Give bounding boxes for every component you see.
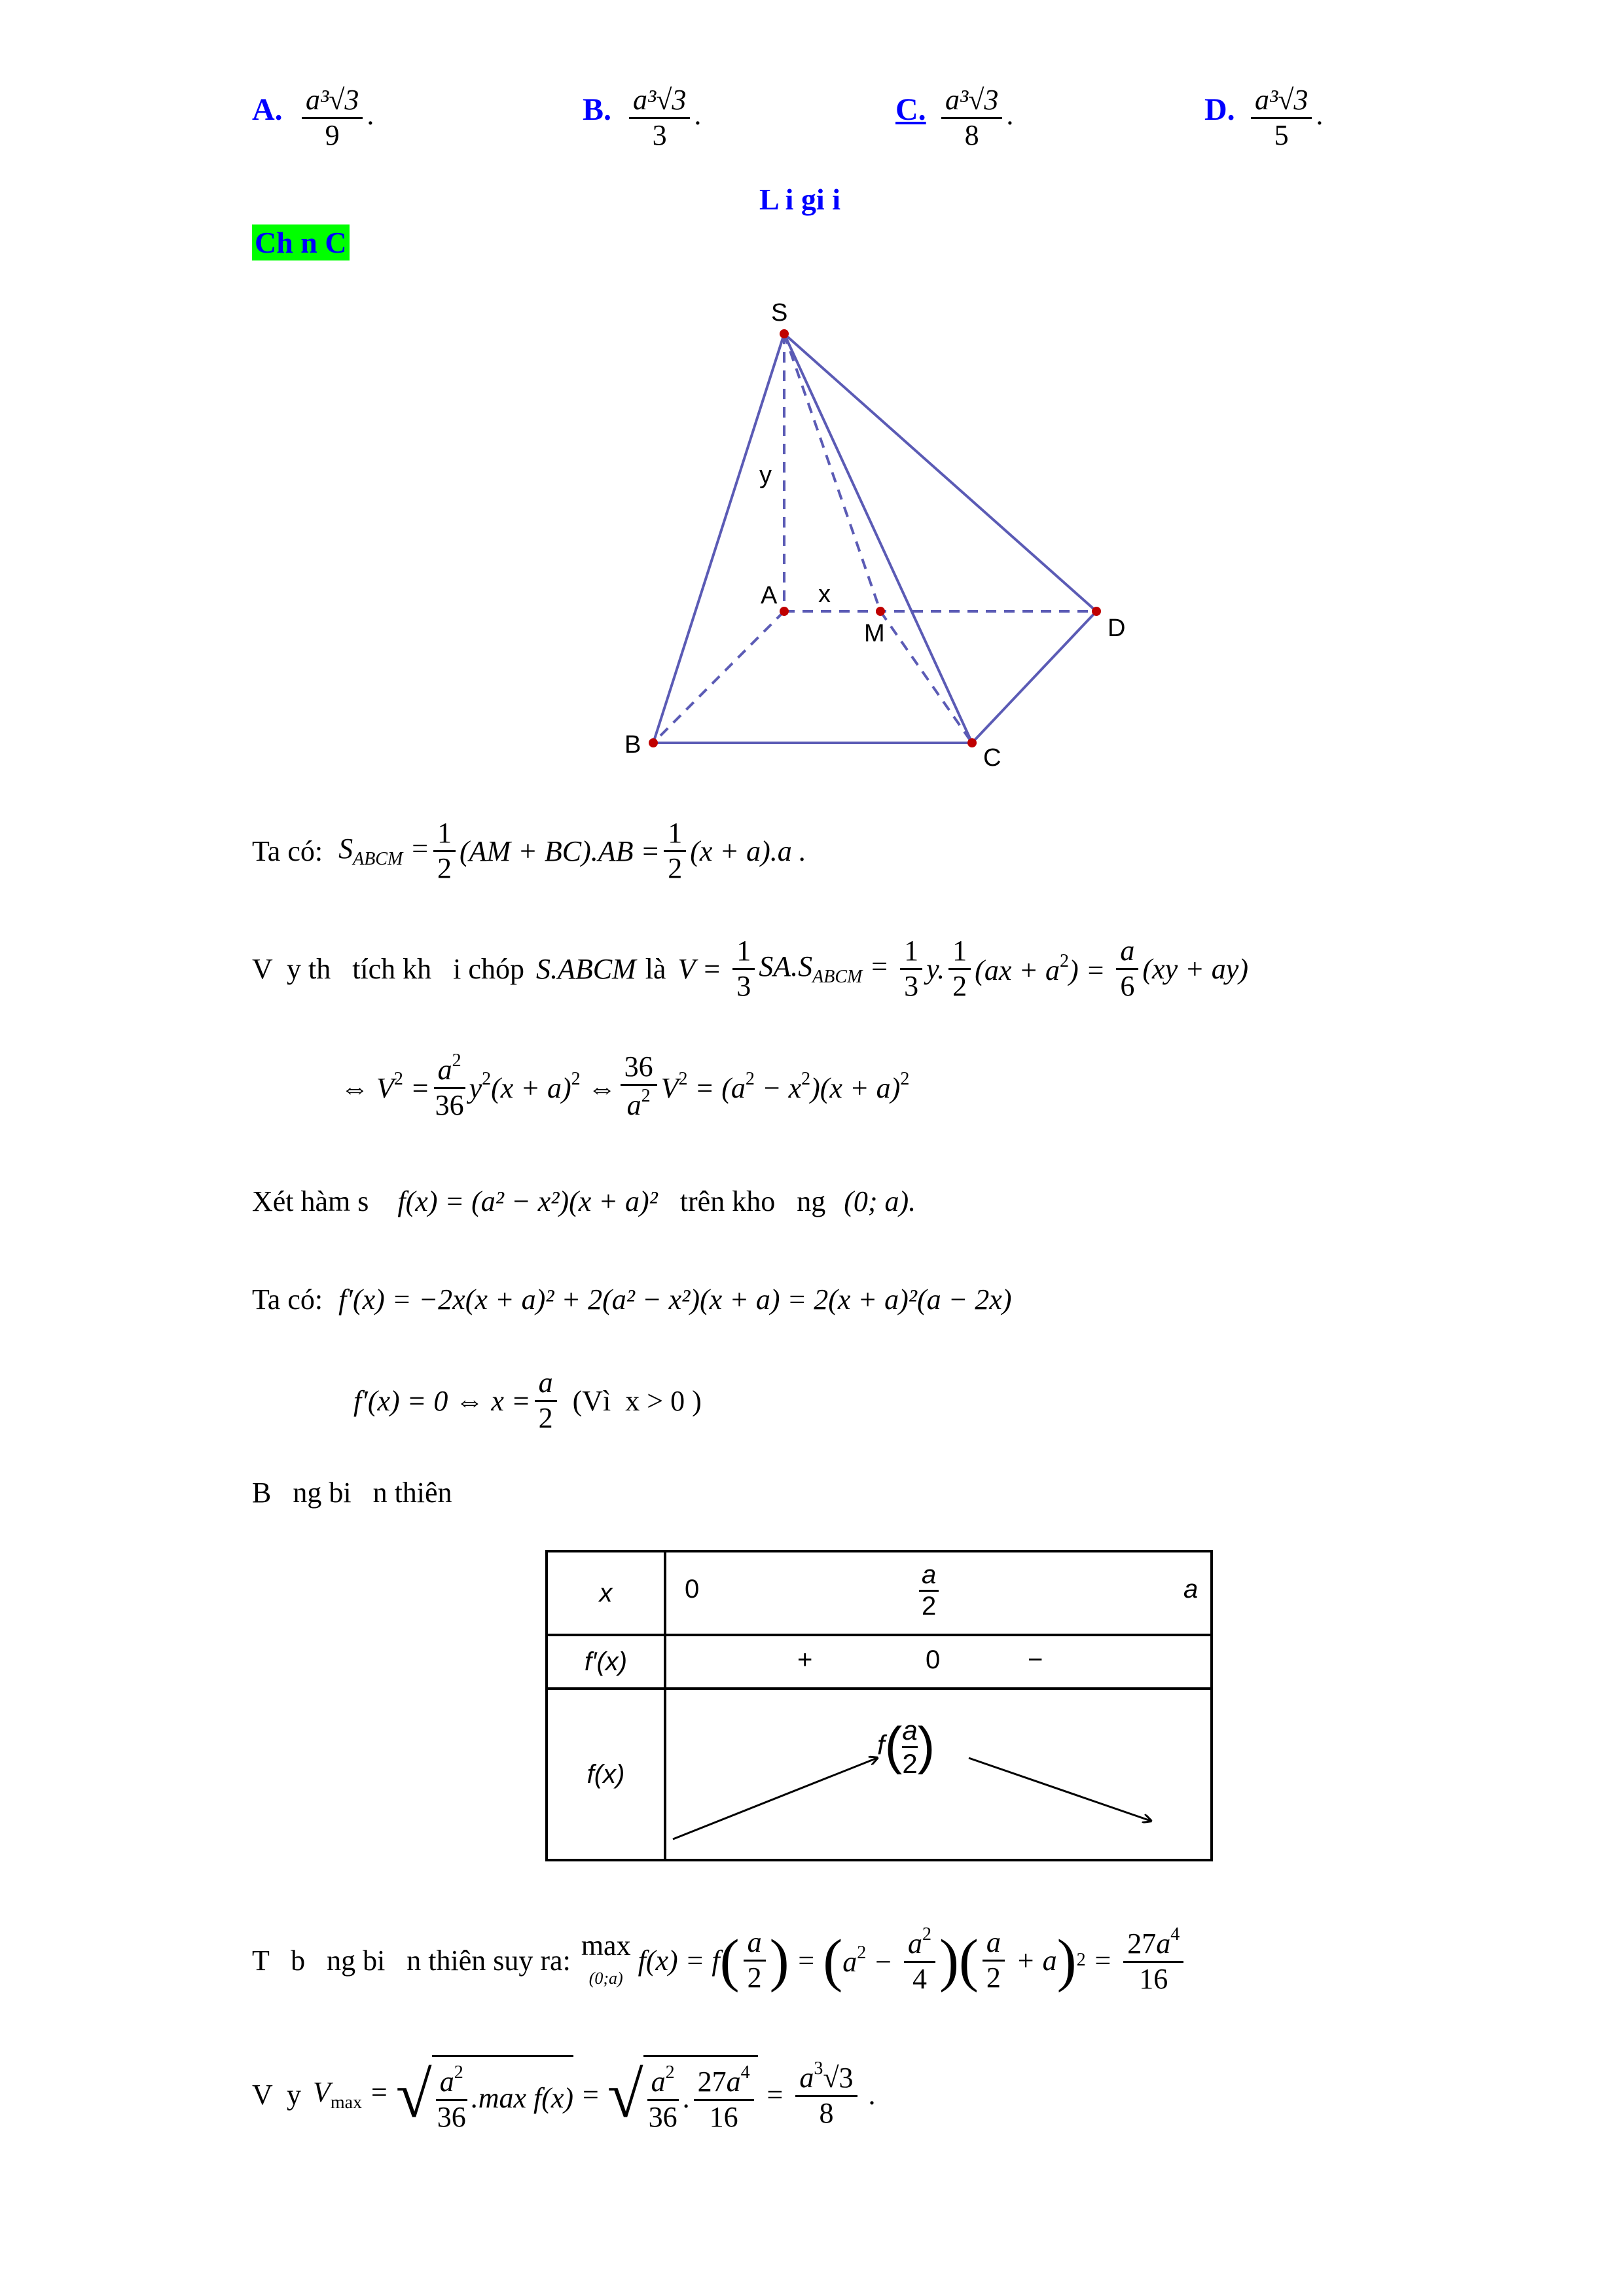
line-4-interval: (0; a).	[844, 1185, 916, 1217]
option-c-tail: .	[1006, 99, 1014, 132]
option-b-denominator: 3	[652, 118, 667, 151]
table-sign-zero: 0	[926, 1645, 941, 1674]
answer-tag: Ch n C	[252, 224, 350, 260]
line-1: Ta có: $S_{ABCM}$ = $\frac{1}{2}$ (AM + BC).AB = $\frac{1}{2}$ (x + a).a .	[252, 816, 806, 884]
line-5	[252, 1270, 1011, 1329]
table-sign-minus: −	[1028, 1645, 1043, 1674]
line-8: T b ng bi n thiên suy ra: max (0;a) f(x) = f ( $\frac{a}{2}$ ) = ( $a^2$ − $\frac{a^2}{4}$ )( $\frac{a}{2}$ + a ) 2 = $\frac{27a^4}{16}$	[252, 1914, 1187, 2006]
line-1-prefix: Ta có:	[252, 834, 323, 867]
label-c: C	[983, 744, 1001, 772]
option-d-numerator: a³√3	[1251, 84, 1312, 119]
option-a-numerator: a³√3	[302, 84, 363, 119]
line-4-prefix: Xét hàm s	[252, 1185, 369, 1217]
line-2-pyramid: S.ABCM	[535, 952, 636, 985]
table-x-start: 0	[685, 1575, 700, 1604]
option-a-tail: .	[367, 99, 374, 132]
table-head-x: x	[547, 1551, 665, 1635]
edge-sb	[653, 334, 784, 743]
point-s	[780, 329, 789, 338]
solution-title: L i gi i	[759, 183, 840, 216]
line-6-note: (Vì x > 0 )	[572, 1384, 702, 1417]
table-x-end: a	[1183, 1575, 1199, 1604]
table-sign-plus: +	[797, 1645, 813, 1674]
edge-sd	[784, 334, 1096, 611]
point-b	[649, 738, 658, 747]
table-row-fprime	[665, 1635, 1212, 1689]
line-2: V y th tích kh i chóp S.ABCM là V = $\frac{1}{3}$ $SA.S_{ABCM}$ = $\frac{1}{3}$ y. $\frac{1}{2}$ $(ax + a^2)$ = $\frac{a}{6}$ (xy + ay)	[252, 934, 1248, 1002]
edge-mc	[880, 611, 972, 743]
line-9: V y $V_{max}$ = √ $\frac{a^2}{36}$ .max f(x) = √ $\frac{a^2}{36}$ . $\frac{27a^4}{16}$ = $\frac{a^3√3}{8}$ .	[252, 2045, 876, 2144]
line-6: f′(x) = 0 ⇔ x = $\frac{a}{2}$ (Vì x > 0 )	[353, 1366, 702, 1434]
table-x-mid-den: 2	[922, 1592, 937, 1621]
line-5-prefix: Ta có:	[252, 1283, 323, 1316]
line-4-func: f(x) = (a² − x²)(x + a)²	[397, 1185, 658, 1217]
arrow-down	[969, 1758, 1151, 1821]
edge-sc	[784, 334, 972, 743]
point-m	[876, 607, 885, 616]
option-d-denominator: 5	[1274, 118, 1289, 151]
variation-table	[545, 1550, 1213, 1861]
table-peak: f( $\frac{a}{2}$ )	[877, 1715, 935, 1779]
point-d	[1092, 607, 1101, 616]
edge-ab	[653, 611, 784, 743]
label-d: D	[1108, 615, 1126, 642]
option-b	[583, 92, 611, 128]
option-d-letter: D.	[1204, 92, 1235, 127]
line-7: B ng bi n thiên	[252, 1477, 452, 1509]
label-s: S	[771, 299, 788, 327]
option-d	[1204, 92, 1235, 128]
option-c-fraction	[937, 84, 1013, 152]
point-a	[780, 607, 789, 616]
label-y: y	[759, 461, 772, 489]
line-4	[252, 1172, 916, 1230]
option-b-letter: B.	[583, 92, 612, 127]
table-x-mid	[919, 1560, 939, 1621]
table-x-mid-num: a	[919, 1560, 939, 1592]
answer-tag-wrap	[252, 225, 350, 260]
option-b-fraction	[625, 84, 701, 152]
table-row-f	[665, 1689, 1212, 1860]
arrow-up	[673, 1758, 877, 1839]
line-9-prefix: V y	[252, 2078, 301, 2111]
table-head-fprime: f′(x)	[547, 1635, 665, 1689]
table-arrows	[666, 1690, 1216, 1861]
line-2-la: là	[645, 952, 666, 985]
table-head-f: f(x)	[547, 1689, 665, 1860]
line-3: ⇔ $V^2$ = $\frac{a^2}{36}$ $y^2(x + a)^2$ ⇔ $\frac{36}{a^2}$ $V^2 = (a^2 - x^2)(x + a)^2$	[340, 1050, 910, 1121]
option-b-tail: .	[694, 99, 702, 132]
label-a: A	[761, 582, 778, 609]
table-row-x-values	[665, 1551, 1212, 1635]
option-d-fraction	[1247, 84, 1323, 152]
option-c-denominator: 8	[964, 118, 979, 151]
line-8-prefix: T b ng bi n thiên suy ra:	[252, 1944, 571, 1977]
pyramid-figure	[615, 288, 1139, 772]
variation-table-wrap	[545, 1550, 1213, 1859]
edge-cd	[972, 611, 1096, 743]
option-d-tail: .	[1316, 99, 1324, 132]
option-a-fraction	[298, 84, 374, 152]
label-m: M	[864, 620, 885, 647]
point-c	[967, 738, 977, 747]
option-a	[252, 92, 283, 128]
line-2-prefix: V y th tích kh i chóp	[252, 952, 524, 985]
option-b-numerator: a³√3	[629, 84, 690, 119]
line-5-formula: f′(x) = −2x(x + a)² + 2(a² − x²)(x + a) = 2(x + a)²(a − 2x)	[338, 1283, 1012, 1316]
option-c-letter: C.	[895, 92, 926, 127]
option-a-denominator: 9	[325, 118, 340, 151]
option-c-numerator: a³√3	[941, 84, 1002, 119]
label-x: x	[818, 581, 831, 608]
option-a-letter: A.	[252, 92, 283, 127]
option-c	[895, 92, 926, 128]
line-4-mid: trên kho ng	[679, 1185, 826, 1217]
label-b: B	[624, 731, 641, 759]
